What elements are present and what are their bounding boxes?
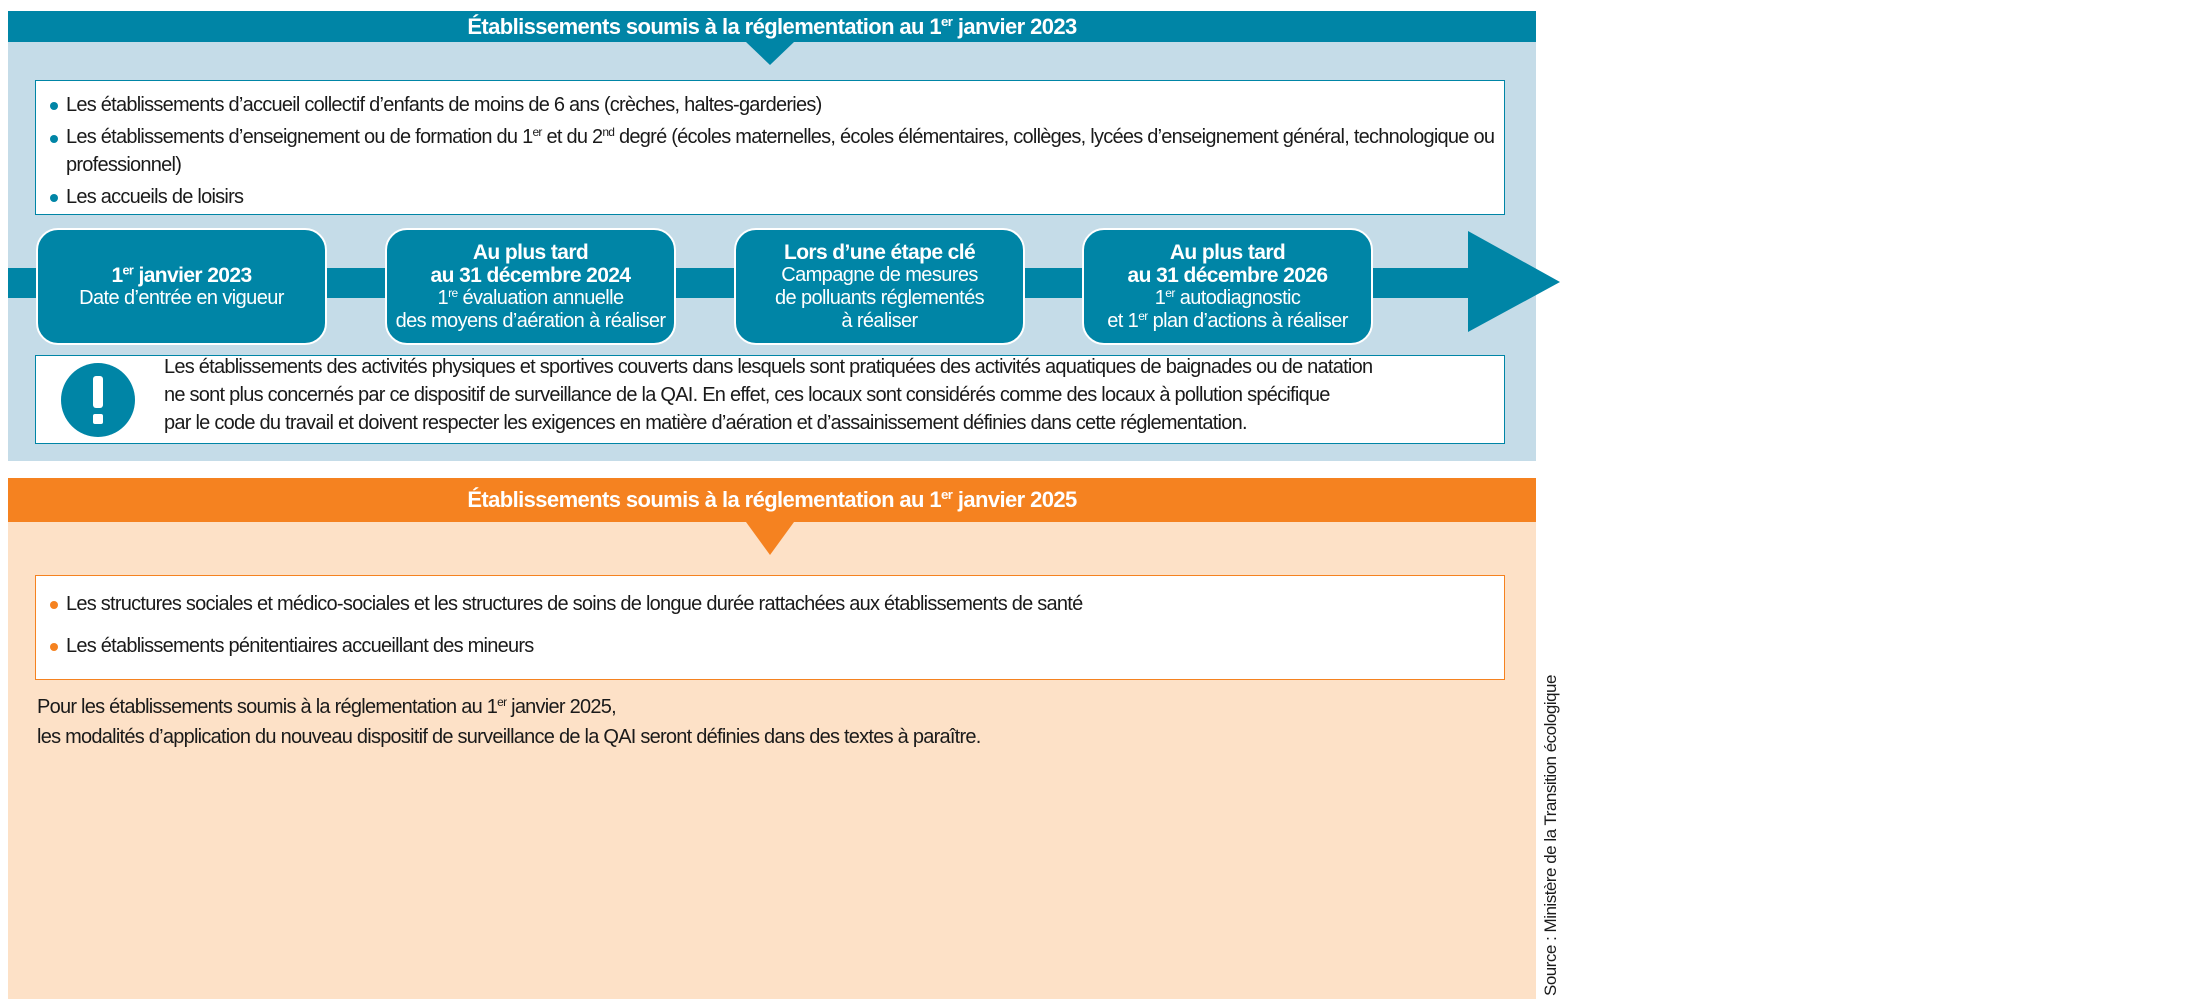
- header-text: Établissements soumis à la réglementation au 1: [467, 14, 942, 39]
- list-item: Les établissements d’accueil collectif d’enfants de moins de 6 ans (crèches, haltes-garderies): [36, 90, 1504, 120]
- warning-text: Les établissements des activités physiques et sportives couverts dans lesquels sont pratiquées des activités aquatiques de baignades ou de natation: [164, 356, 1373, 378]
- step-desc: Date d’entrée en vigueur: [79, 286, 284, 309]
- list-item: Les établissements pénitentiaires accueillant des mineurs: [36, 631, 1504, 661]
- list-item: Les accueils de loisirs: [36, 182, 1504, 212]
- section-2023-header: [8, 11, 1536, 42]
- step-desc: 1re évaluation annuelle: [437, 285, 624, 309]
- step-desc: à réaliser: [841, 309, 918, 332]
- establishments-list-2023: [35, 80, 1505, 215]
- establishments-list-2025: [35, 575, 1505, 680]
- list-item: [36, 123, 1504, 179]
- header-pointer: [746, 42, 794, 65]
- header-text: janvier 2023: [952, 14, 1077, 39]
- header-sup: er: [941, 487, 953, 503]
- step-desc: et 1er plan d’actions à réaliser: [1107, 308, 1348, 332]
- section-2025-header: [8, 478, 1536, 522]
- timeline-arrowhead-icon: [1468, 231, 1562, 333]
- step-title: Au plus tard: [1169, 240, 1286, 264]
- item-sup: er: [532, 124, 542, 139]
- item-sup: nd: [602, 124, 615, 139]
- step-desc: 1er autodiagnostic: [1154, 285, 1301, 309]
- warning-box: [35, 355, 1505, 444]
- warning-text: ne sont plus concernés par ce dispositif de surveillance de la QAI. En effet, ces locaux sont considérés comme des locaux à pollution spécifique: [164, 384, 1330, 406]
- step-desc: Campagne de mesures: [781, 263, 978, 286]
- list-item: Les structures sociales et médico-sociales et les structures de soins de longue durée rattachées aux établissements de santé: [36, 589, 1504, 619]
- step-title: au 31 décembre 2026: [1127, 263, 1328, 287]
- step-title: au 31 décembre 2024: [430, 263, 631, 287]
- timeline-step-3: [734, 228, 1025, 345]
- step-title: 1er janvier 2023: [111, 262, 252, 287]
- header-pointer: [746, 522, 794, 555]
- step-desc: de polluants réglementés: [774, 286, 985, 309]
- note-line: Pour les établissements soumis à la réglementation au 1er janvier 2025,: [37, 694, 616, 718]
- timeline-step-2: [385, 228, 676, 345]
- item-text: degré (écoles maternelles, écoles élémentaires, collèges, lycées d’enseignement général, technologique ou professionnel): [66, 126, 1495, 176]
- note-line: les modalités d’application du nouveau dispositif de surveillance de la QAI seront définies dans des textes à paraître.: [37, 726, 981, 748]
- step-desc: des moyens d’aération à réaliser: [395, 309, 666, 332]
- exclamation-icon: [60, 362, 136, 438]
- section-2025-note: [37, 692, 981, 752]
- header-text: janvier 2025: [952, 487, 1077, 512]
- step-title: Au plus tard: [472, 240, 589, 264]
- item-text: Les établissements d’enseignement ou de formation du 1: [66, 126, 533, 148]
- step-title: Lors d’une étape clé: [783, 240, 976, 264]
- timeline-step-4: [1082, 228, 1373, 345]
- timeline-step-1: [36, 228, 327, 345]
- header-text: Établissements soumis à la réglementation au 1: [467, 487, 942, 512]
- item-text: et du 2: [541, 126, 603, 148]
- warning-text: par le code du travail et doivent respecter les exigences en matière d’aération et d’assainissement définies dans cette réglementation.: [164, 412, 1247, 434]
- source-credit: Source : Ministère de la Transition écologique: [1541, 675, 1560, 996]
- header-sup: er: [941, 14, 953, 30]
